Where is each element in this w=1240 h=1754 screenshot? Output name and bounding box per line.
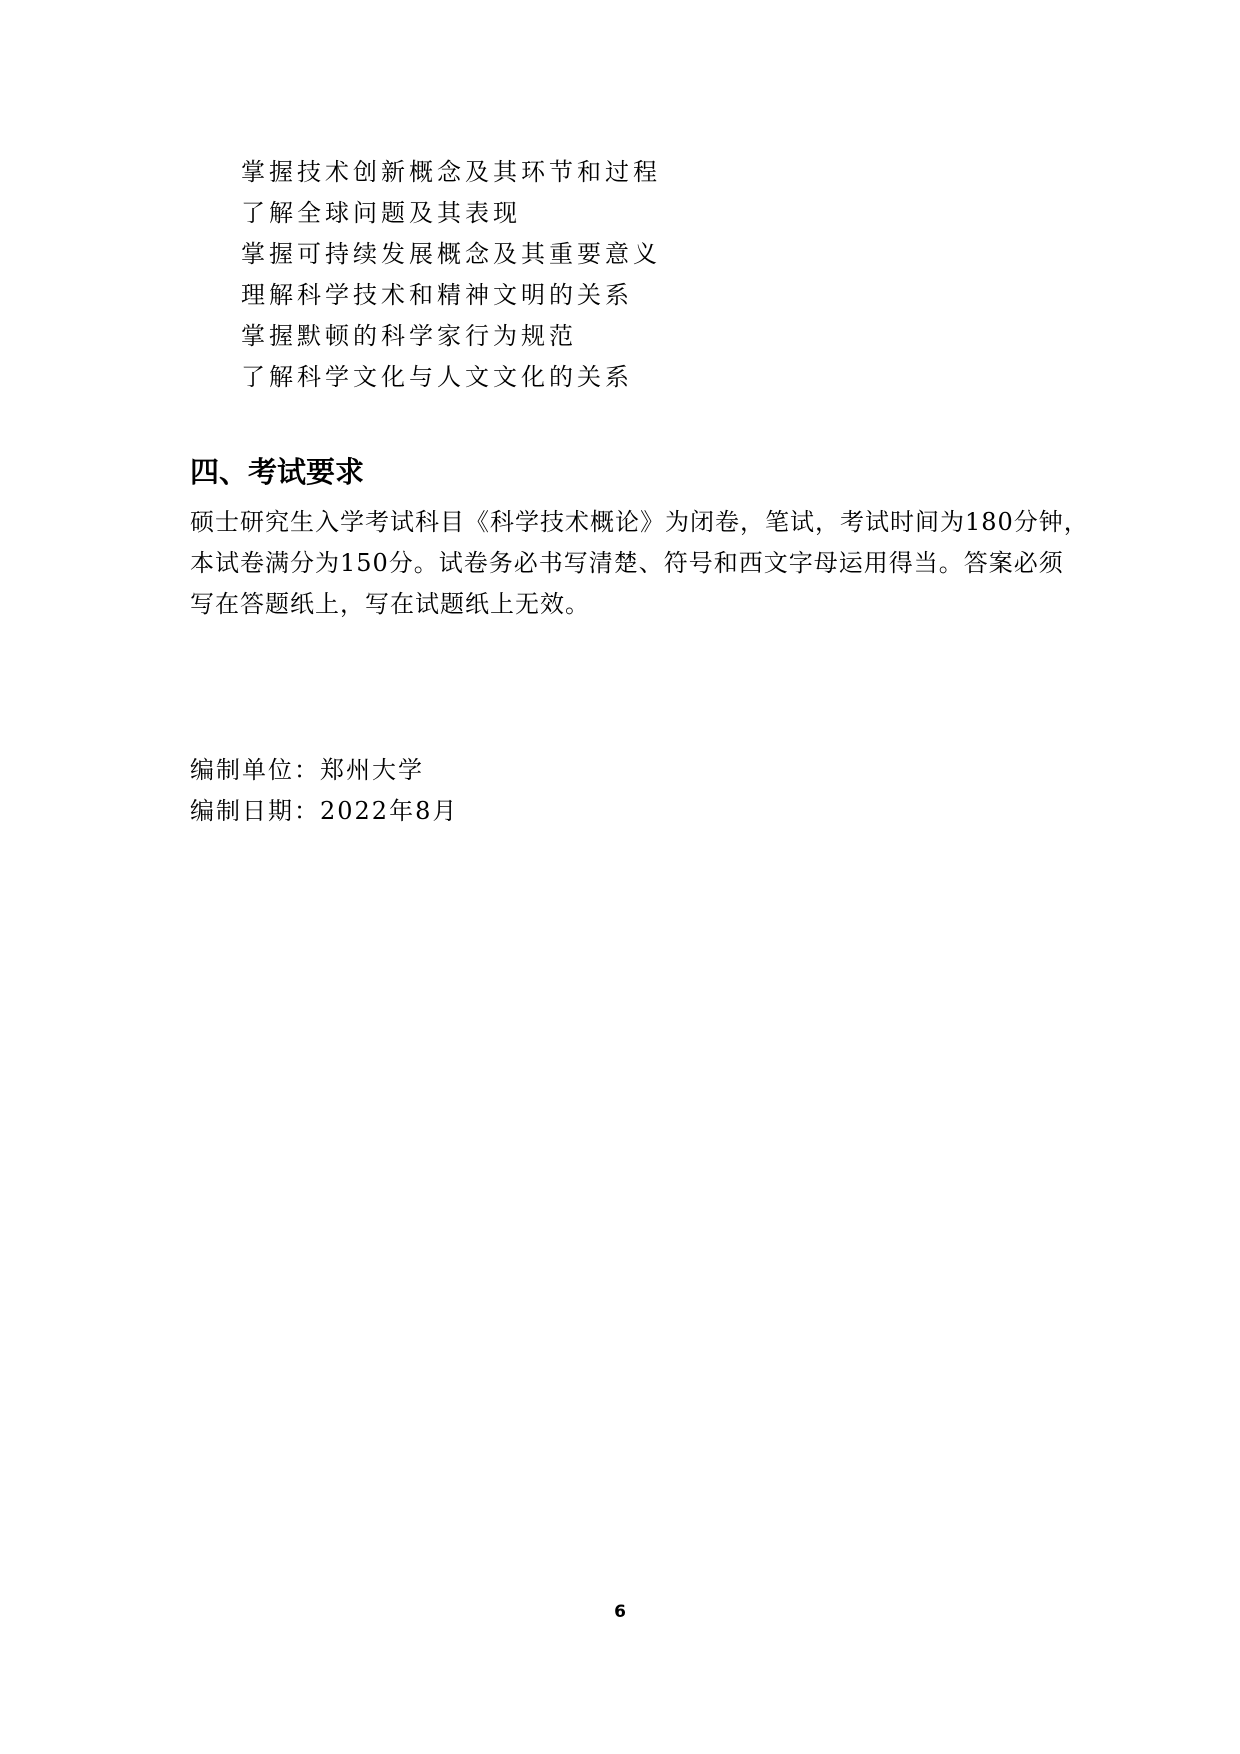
objective-item: 掌握可持续发展概念及其重要意义 (241, 240, 661, 268)
objective-item: 掌握默顿的科学家行为规范 (241, 322, 577, 350)
section-heading: 四、考试要求 (190, 455, 365, 489)
page-number: 6 (614, 1602, 626, 1622)
paragraph-line: 硕士研究生入学考试科目《科学技术概论》为闭卷，笔试，考试时间为180分钟， (190, 508, 1089, 536)
objective-item: 理解科学技术和精神文明的关系 (241, 281, 633, 309)
objective-item: 掌握技术创新概念及其环节和过程 (241, 158, 661, 186)
compiling-unit: 编制单位：郑州大学 (190, 756, 424, 784)
exam-requirements-paragraph (190, 502, 1089, 625)
objective-item: 了解科学文化与人文文化的关系 (241, 363, 633, 391)
paragraph-line: 本试卷满分为150分。试卷务必书写清楚、符号和西文字母运用得当。答案必须 (190, 549, 1064, 577)
objective-item: 了解全球问题及其表现 (241, 199, 521, 227)
paragraph-line: 写在答题纸上，写在试题纸上无效。 (190, 590, 590, 618)
compiling-date: 编制日期：2022年8月 (190, 797, 459, 825)
document-meta (190, 750, 458, 832)
objectives-list (241, 152, 661, 398)
